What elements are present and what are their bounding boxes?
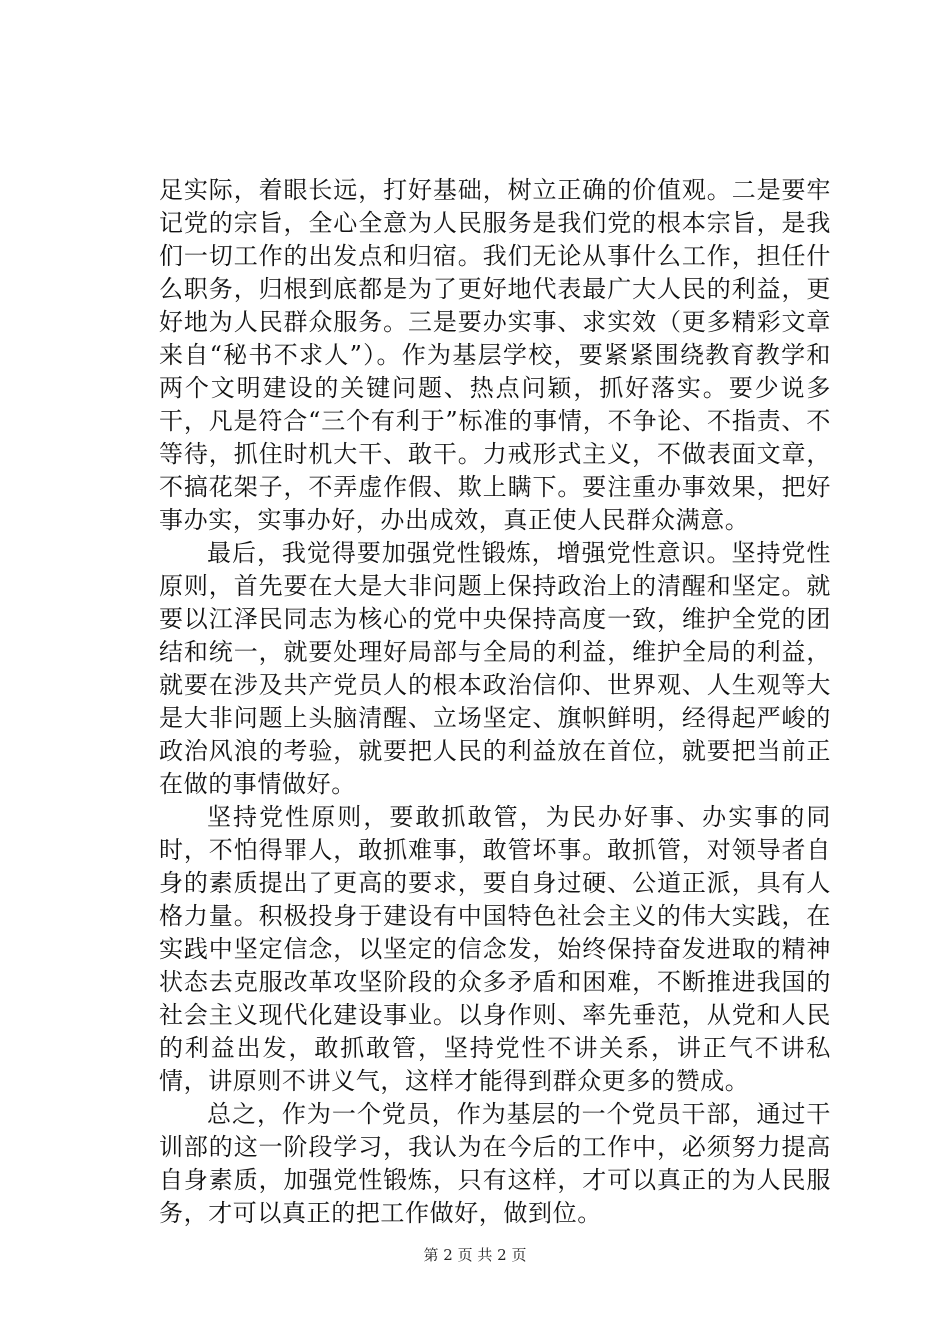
paragraph-4: 总之，作为一个党员，作为基层的一个党员干部，通过干训部的这一阶段学习，我认为在今后的工作中，必须努力提高自身素质，加强党性锻炼，只有这样，才可以真正的为人民服务，才可以真正的把工作做好，做到位。 (159, 1100, 831, 1227)
paragraph-1: 足实际，着眼长远，打好基础，树立正确的价值观。二是要牢记党的宗旨，全心全意为人民服务是我们党的根本宗旨，是我们一切工作的出发点和归宿。我们无论从事什么工作，担任什么职务，归根到底都是为了更好地代表最广大人民的利益，更好地为人民群众服务。三是要办实事、求实效（更多精彩文章来自“秘书不求人”）。作为基层学校，要紧紧围绕教育教学和两个文明建设的关键问题、热点问颖，抓好落实。要少说多干，凡是符合“三个有利于”标准的事情，不争论、不指责、不等待，抓住时机大干、敢干。力戒形式主义，不做表面文章，不搞花架子，不弄虚作假、欺上瞒下。要注重办事效果，把好事办实，实事办好，办出成效，真正使人民群众满意。 (159, 176, 831, 534)
paragraph-3: 坚持党性原则，要敢抓敢管，为民办好事、办实事的同时，不怕得罪人，敢抓难事，敢管坏事。敢抓管，对领导者自身的素质提出了更高的要求，要自身过硬、公道正派，具有人格力量。积极投身于建设有中国特色社会主义的伟大实践，在实践中坚定信念，以坚定的信念发，始终保持奋发进取的精神状态去克服改革攻坚阶段的众多矛盾和困难，不断推进我国的社会主义现代化建设事业。以身作则、率先垂范，从党和人民的利益出发，敢抓敢管，坚持党性不讲关系，讲正气不讲私情，讲原则不讲义气，这样才能得到群众更多的赞成。 (159, 803, 831, 1095)
document-body (159, 174, 831, 1230)
paragraph-2: 最后，我觉得要加强党性锻炼，增强党性意识。坚持党性原则，首先要在大是大非问题上保持政治上的清醒和坚定。就要以江泽民同志为核心的党中央保持高度一致，维护全党的团结和统一，就要处理好局部与全局的利益，维护全局的利益，就要在涉及共产党员人的根本政治信仰、世界观、人生观等大是大非问题上头脑清醒、立场坚定、旗帜鲜明，经得起严峻的政治风浪的考验，就要把人民的利益放在首位，就要把当前正在做的事情做好。 (159, 539, 831, 798)
page-number-label: 第 2 页 共 2 页 (423, 1246, 527, 1264)
page-footer (0, 1245, 950, 1265)
